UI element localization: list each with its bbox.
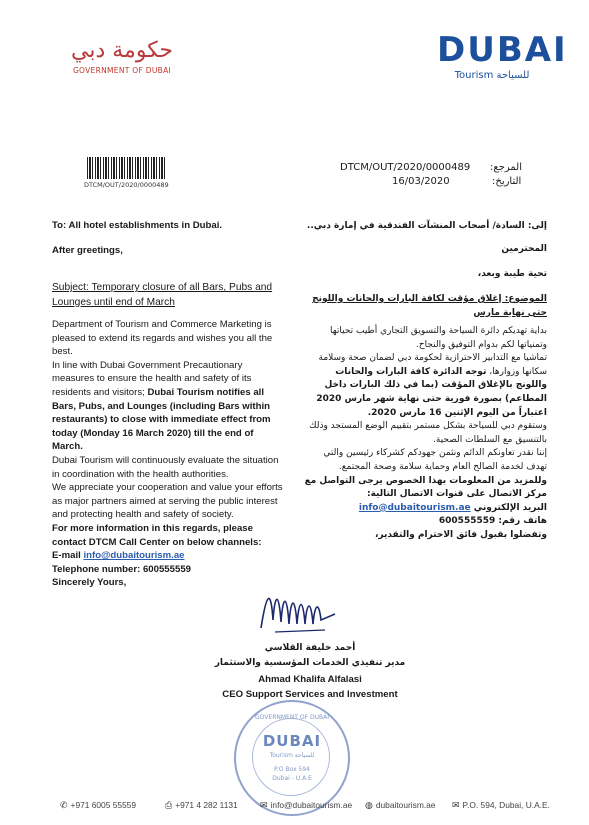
english-subject-block [52,281,287,310]
arabic-paragraph-2a: تماشيا مع التدابير الاحترازية لحكومة دبي لضمان صحة وسلامة سكانها وزوارها، [318,353,547,377]
arabic-respected-block [302,243,547,257]
gov-logo-text: GOVERNMENT OF DUBAI [72,66,172,75]
footer-phone-item [60,800,136,811]
dubai-logo-sub: Tourism للسياحة [454,70,530,81]
english-paragraph-2a: In line with Dubai Government Precautionary measures to ensure the health and safety of its residents and visitors; [52,359,252,398]
signatory-english [200,672,420,702]
arabic-email-label: البريد الإلكتروني [473,502,547,513]
arabic-paragraph-4: إننا نقدر تعاونكم الدائم ونثمن جهودكم كشركاء رئيسين والتي تهدف لخدمة الصالح العام وحماية سلامة وصحة المجتمع. [323,448,547,472]
signatory-title-arabic: مدير تنفيذي الخدمات المؤسسية والاستثمار [214,658,406,668]
footer-web[interactable]: dubaitourism.ae [375,800,436,810]
english-paragraph-4: We appreciate your cooperation and value your efforts as major partners aimed at serving the public interest and protecting health and safety of society. [52,482,283,521]
arabic-paragraph-2b: توجه الدائرة كافة البارات والحانات واللونج بالإغلاق المؤقت (بما في ذلك البارات داخل المطاعم) بصورة فورية حتى نهاية شهر مارس 2020 اعتباراً من اليوم الإثنين 16 مارس 2020. [316,366,547,418]
arabic-paragraph-1: بداية تهديكم دائرة السياحة والتسويق التجاري أطيب تحياتها وتمنياتها لكم بدوام التوفيق والنجاح. [329,326,547,350]
english-greeting: After greetings, [52,245,123,256]
signatory-title-english: CEO Support Services and Investment [222,689,398,700]
signatory-name-arabic: أحمد خليفة القلاسي [264,643,356,653]
footer-email[interactable]: info@dubaitourism.ae [270,800,353,810]
phone-icon: ✆ [60,800,68,810]
arabic-to-line [302,220,547,234]
arabic-respected: المحترمين [501,244,547,254]
english-paragraph-1: Department of Tourism and Commerce Marketing is pleased to extend its regards and wishes you all the best. [52,319,273,358]
signatory-name-english: Ahmad Khalifa Alfalasi [258,674,362,685]
email-icon: ✉ [260,800,268,810]
fax-icon: ⎙ [165,800,173,810]
gov-calligraphy: حكومة دبي [71,38,173,63]
arabic-paragraph-5: وللمزيد من المعلومات بهذا الخصوص يرجى التواصل مع مركز الاتصال على قنوات الاتصال التالية: [304,475,547,500]
english-subject: Subject: Temporary closure of all Bars, Pubs and Lounges until end of March [52,282,273,308]
dubai-tourism-logo [437,30,568,81]
footer-fax: +971 4 282 1131 [175,800,238,810]
arabic-subject-block [302,293,547,320]
arabic-paragraph-3: وستقوم دبي للسياحة بشكل مستمر بتقييم الوضع المستجد وذلك بالتنسيق مع السلطات الصحية. [309,421,547,445]
dubai-logo-word: DUBAI [437,30,568,70]
footer-phone: +971 6005 55559 [70,800,136,810]
arabic-recipient: إلى: السادة/ أصحاب المنشآت الفندقية في إمارة دبي.. [306,221,547,231]
reference-number: DTCM/OUT/2020/0000489 [340,162,471,173]
barcode-text: DTCM/OUT/2020/0000489 [84,181,169,189]
arabic-body [302,325,547,543]
globe-icon: ◍ [365,800,373,810]
english-email-link[interactable]: info@dubaitourism.ae [83,550,185,562]
reference-label: المرجع: [490,162,522,173]
stamp-city: Dubai - U.A.E [272,775,312,782]
signatory-arabic [210,641,410,671]
arabic-greeting: تحية طيبة وبعد، [477,269,547,279]
footer-address-item [452,800,550,811]
footer-fax-item [165,800,238,811]
mailbox-icon: ✉ [452,800,460,810]
english-email-label: E-mail [52,550,81,562]
arabic-phone-label: هاتف رقم: [498,516,547,527]
handwritten-signature [255,580,345,640]
stamp-sub: Tourism للسياحة [269,752,315,759]
stamp-pobox: P.O Box 594 [274,766,310,773]
english-greeting-block [52,244,287,258]
stamp-top-text: GOVERNMENT OF DUBAI [255,714,329,721]
letter-date: 16/03/2020 [392,176,450,187]
english-paragraph-2b: Dubai Tourism notifies all Bars, Pubs, and Lounges (including Bars within restaurants) to close with immediate effect from today (Monday 16 March 2020) till the end of March. [52,386,271,453]
footer-address: P.O. 594, Dubai, U.A.E. [462,800,550,810]
arabic-email-link[interactable]: info@dubaitourism.ae [358,502,471,513]
date-label: التاريخ: [492,176,522,187]
stamp-logo-word: DUBAI [262,732,322,750]
english-phone: Telephone number: 600555559 [52,563,191,575]
english-paragraph-3: Dubai Tourism will continuously evaluate the situation in coordination with the health authorities. [52,454,279,480]
english-to-line [52,219,287,233]
arabic-closing: وتفضلوا بقبول فائق الاحترام والتقدير، [374,529,547,540]
official-stamp [234,700,350,816]
english-body [52,318,287,590]
barcode [87,157,165,179]
english-closing: Sincerely Yours, [52,577,127,589]
footer-email-item [260,800,352,811]
english-recipient: To: All hotel establishments in Dubai. [52,220,223,231]
arabic-greeting-block [302,268,547,282]
arabic-phone: 600555559 [438,516,496,527]
english-paragraph-5: For more information in this regards, please contact DTCM Call Center on below channels: [52,522,262,548]
government-of-dubai-logo [62,38,182,75]
footer-web-item [365,800,435,811]
arabic-subject: الموضوع: إغلاق مؤقت لكافة البارات والحانات واللونج حتى نهاية مارس [312,294,547,318]
